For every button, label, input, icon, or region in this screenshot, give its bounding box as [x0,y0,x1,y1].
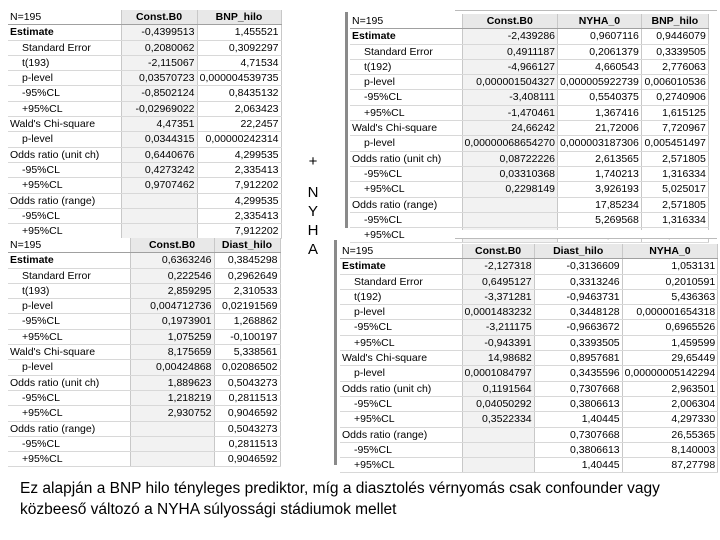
value-cell[interactable]: 0,3435596 [534,366,622,381]
header-row [8,238,280,253]
row-label[interactable]: -95%CL [350,166,462,181]
column-header[interactable]: BNP_hilo [197,10,281,25]
row-label[interactable]: -95%CL [340,320,462,335]
table-row [8,132,281,147]
value-cell[interactable] [462,442,534,457]
value-cell[interactable]: 1,455521 [197,25,281,40]
value-cell[interactable]: 0,000005922739 [558,75,642,90]
value-cell[interactable] [121,193,197,208]
value-cell[interactable] [130,436,214,451]
value-cell[interactable]: 0,3339505 [641,44,708,59]
table-row [8,406,280,421]
value-cell[interactable]: 4,71534 [197,55,281,70]
value-cell[interactable]: 0,7307668 [534,427,622,442]
table-row [350,182,708,197]
value-cell[interactable]: 0,6363246 [130,253,214,268]
value-cell[interactable]: 0,3313246 [534,274,622,289]
table-row [8,436,280,451]
table-row [8,147,281,162]
row-label[interactable]: Wald's Chi-square [350,121,462,136]
table-row [8,162,281,177]
row-label[interactable]: p-level [350,136,462,151]
table-row [8,208,281,223]
sample-size-label[interactable]: N=195 [340,244,462,259]
value-cell[interactable]: 0,3393505 [534,335,622,350]
table-row [8,25,281,40]
value-cell[interactable]: 2,930752 [130,406,214,421]
value-cell[interactable]: 0,000001654318 [622,305,718,320]
table-row [350,197,708,212]
row-label[interactable]: +95%CL [8,178,121,193]
value-cell[interactable]: 2,963501 [622,381,718,396]
row-label[interactable]: p-level [8,71,121,86]
side-letter: Y [307,203,318,220]
table-row [8,71,281,86]
value-cell[interactable]: 87,27798 [622,458,718,473]
table-row [8,299,280,314]
value-cell[interactable]: 0,2740906 [641,90,708,105]
value-cell[interactable]: 5,338561 [214,345,280,360]
table-row [350,59,708,74]
column-header[interactable]: Const.B0 [462,14,558,29]
value-cell[interactable]: 4,299535 [197,147,281,162]
value-cell[interactable]: 1,075259 [130,329,214,344]
row-label[interactable]: -95%CL [8,86,121,101]
value-cell[interactable]: 26,55365 [622,427,718,442]
row-label[interactable]: +95%CL [8,224,121,239]
table-row [350,136,708,151]
row-label[interactable]: p-level [340,305,462,320]
row-label[interactable]: p-level [340,366,462,381]
column-header[interactable]: Const.B0 [121,10,197,25]
value-cell[interactable]: -0,4399513 [121,25,197,40]
row-label[interactable]: +95%CL [350,105,462,120]
value-cell[interactable]: 1,889623 [130,375,214,390]
column-header[interactable]: BNP_hilo [641,14,708,29]
table-row [8,329,280,344]
row-label[interactable]: +95%CL [8,329,130,344]
row-label[interactable]: Odds ratio (range) [8,421,130,436]
value-cell[interactable]: 17,85234 [558,197,642,212]
value-cell[interactable]: 21,72006 [558,121,642,136]
value-cell[interactable]: 0,4911187 [462,44,558,59]
value-cell[interactable]: -4,966127 [462,59,558,74]
value-cell[interactable]: 0,5043273 [214,421,280,436]
table-row [8,40,281,55]
table-row [350,121,708,136]
value-cell[interactable]: 1,740213 [558,166,642,181]
value-cell[interactable]: 0,3806613 [534,442,622,457]
value-cell[interactable]: -0,3136609 [534,259,622,274]
value-cell[interactable]: 0,2061379 [558,44,642,59]
row-label[interactable]: +95%CL [340,458,462,473]
row-label[interactable]: -95%CL [8,436,130,451]
value-cell[interactable]: 2,335413 [197,208,281,223]
value-cell[interactable]: 0,3448128 [534,305,622,320]
table-row [340,274,718,289]
value-cell[interactable]: 4,297330 [622,412,718,427]
sheet-divider [345,12,348,228]
column-header[interactable]: Const.B0 [130,238,214,253]
value-cell[interactable]: 0,0001483232 [462,305,534,320]
row-label[interactable]: +95%CL [350,228,462,243]
table-row [8,283,280,298]
table-row [340,351,718,366]
table-row [340,381,718,396]
column-header[interactable]: NYHA_0 [558,14,642,29]
value-cell[interactable]: -2,127318 [462,259,534,274]
table-row [340,320,718,335]
value-cell[interactable]: 0,08722226 [462,151,558,166]
value-cell[interactable]: 1,615125 [641,105,708,120]
table-row [340,259,718,274]
value-cell[interactable]: 0,2298149 [462,182,558,197]
table-row [340,442,718,457]
results-table [340,244,718,473]
table-row [8,117,281,132]
value-cell[interactable]: 1,40445 [534,458,622,473]
table-row [8,86,281,101]
row-label[interactable]: +95%CL [340,335,462,350]
value-cell[interactable]: 22,2457 [197,117,281,132]
value-cell[interactable]: 0,00000068654270 [462,136,558,151]
sample-size-label[interactable]: N=195 [8,10,121,25]
value-cell[interactable]: 4,660543 [558,59,642,74]
table-row [340,366,718,381]
value-cell[interactable]: 0,3845298 [214,253,280,268]
table-row [340,305,718,320]
table-row [8,224,281,239]
value-cell[interactable]: 0,9707462 [121,178,197,193]
table-row [8,360,280,375]
value-cell[interactable]: 0,00000242314 [197,132,281,147]
value-cell[interactable]: 2,335413 [197,162,281,177]
value-cell[interactable]: -3,211175 [462,320,534,335]
table-row [8,193,281,208]
nyha-side-label [305,152,321,259]
column-header[interactable]: Diast_hilo [214,238,280,253]
table-row [8,178,281,193]
panel-bottom-left [8,238,281,467]
value-cell[interactable]: 0,0344315 [121,132,197,147]
value-cell[interactable]: 2,859295 [130,283,214,298]
value-cell[interactable]: 0,000001504327 [462,75,558,90]
value-cell[interactable]: -2,115067 [121,55,197,70]
value-cell[interactable]: 3,926193 [558,182,642,197]
row-label[interactable]: Wald's Chi-square [8,345,130,360]
value-cell[interactable] [462,427,534,442]
row-label[interactable]: +95%CL [8,101,121,116]
row-label[interactable]: Standard Error [350,44,462,59]
row-label[interactable]: Odds ratio (range) [8,193,121,208]
row-label[interactable]: p-level [8,360,130,375]
value-cell[interactable]: 0,6440676 [121,147,197,162]
value-cell[interactable]: 0,2080062 [121,40,197,55]
value-cell[interactable]: 0,000004539735 [197,71,281,86]
value-cell[interactable]: -0,100197 [214,329,280,344]
value-cell[interactable]: -0,9663672 [534,320,622,335]
results-table [8,238,281,467]
row-label[interactable]: Odds ratio (unit ch) [340,381,462,396]
row-label[interactable]: -95%CL [340,396,462,411]
table-row [340,458,718,473]
table-row [350,105,708,120]
table-row [350,212,708,227]
value-cell[interactable]: 0,03570723 [121,71,197,86]
value-cell[interactable]: 2,063423 [197,101,281,116]
table-row [350,90,708,105]
value-cell[interactable]: -0,8502124 [121,86,197,101]
table-row [340,412,718,427]
table-row [8,345,280,360]
value-cell[interactable]: 1,316334 [641,212,708,227]
row-label[interactable]: Standard Error [8,268,130,283]
side-letter: N [307,184,319,201]
sheet-title-strip [455,230,717,239]
value-cell[interactable]: -1,470461 [462,105,558,120]
table-row [350,44,708,59]
value-cell[interactable]: 0,8435132 [197,86,281,101]
value-cell[interactable]: -2,439286 [462,29,558,44]
row-label[interactable]: p-level [8,299,130,314]
value-cell[interactable]: 1,218219 [130,390,214,405]
row-label[interactable]: Wald's Chi-square [340,351,462,366]
value-cell[interactable] [121,208,197,223]
table-row [8,253,280,268]
row-label[interactable]: -95%CL [8,162,121,177]
value-cell[interactable]: 14,98682 [462,351,534,366]
row-label[interactable]: +95%CL [350,182,462,197]
value-cell[interactable]: 0,004712736 [130,299,214,314]
value-cell[interactable]: 0,7307668 [534,381,622,396]
table-row [350,151,708,166]
value-cell[interactable]: 8,140003 [622,442,718,457]
table-row [8,55,281,70]
table-row [340,289,718,304]
sample-size-label[interactable]: N=195 [8,238,130,253]
value-cell[interactable]: 0,2010591 [622,274,718,289]
row-label[interactable]: Estimate [8,25,121,40]
table-row [8,375,280,390]
value-cell[interactable]: 8,175659 [130,345,214,360]
value-cell[interactable]: 2,776063 [641,59,708,74]
table-row [340,427,718,442]
row-label[interactable]: t(193) [8,55,121,70]
value-cell[interactable]: 29,65449 [622,351,718,366]
value-cell[interactable]: 0,2962649 [214,268,280,283]
row-label[interactable]: Odds ratio (range) [340,427,462,442]
value-cell[interactable]: 0,006010536 [641,75,708,90]
value-cell[interactable]: -3,408111 [462,90,558,105]
panel-bottom-right [340,244,718,473]
row-label[interactable]: -95%CL [8,208,121,223]
value-cell[interactable]: -0,943391 [462,335,534,350]
value-cell[interactable]: 0,1191564 [462,381,534,396]
value-cell[interactable]: 0,9607116 [558,29,642,44]
table-row [8,452,280,467]
row-label[interactable]: Wald's Chi-square [8,117,121,132]
sheet-title-strip [455,2,717,11]
value-cell[interactable]: 0,0001084797 [462,366,534,381]
value-cell[interactable]: 0,03310368 [462,166,558,181]
value-cell[interactable]: 1,268862 [214,314,280,329]
row-label[interactable]: -95%CL [8,314,130,329]
value-cell[interactable]: 2,006304 [622,396,718,411]
value-cell[interactable]: 7,912202 [197,224,281,239]
value-cell[interactable]: 1,053131 [622,259,718,274]
value-cell[interactable]: 2,613565 [558,151,642,166]
row-label[interactable]: Standard Error [8,40,121,55]
table-row [8,421,280,436]
value-cell[interactable]: 5,436363 [622,289,718,304]
row-label[interactable]: p-level [8,132,121,147]
value-cell[interactable]: 0,00424868 [130,360,214,375]
value-cell[interactable]: -0,02969022 [121,101,197,116]
row-label[interactable]: p-level [350,75,462,90]
table-row [340,396,718,411]
value-cell[interactable]: 0,9046592 [214,452,280,467]
row-label[interactable]: +95%CL [8,406,130,421]
value-cell[interactable]: 0,1973901 [130,314,214,329]
value-cell[interactable]: 1,459599 [622,335,718,350]
value-cell[interactable]: 1,316334 [641,166,708,181]
conclusion-caption: Ez alapján a BNP hilo tényleges prediktor, míg a diasztolés vérnyomás csak confounder vagy közbeeső változó a NYHA súlyossági stádiumok mellet [20,480,660,518]
value-cell[interactable]: 0,6495127 [462,274,534,289]
value-cell[interactable]: 7,912202 [197,178,281,193]
row-label[interactable]: -95%CL [8,390,130,405]
value-cell[interactable]: 0,02086502 [214,360,280,375]
value-cell[interactable]: 0,5043273 [214,375,280,390]
value-cell[interactable]: 4,47351 [121,117,197,132]
row-label[interactable]: +95%CL [340,412,462,427]
table-row [8,390,280,405]
table-row [8,268,280,283]
row-label[interactable]: Odds ratio (range) [350,197,462,212]
value-cell[interactable]: 2,571805 [641,197,708,212]
value-cell[interactable]: 2,571805 [641,151,708,166]
row-label[interactable]: Estimate [350,29,462,44]
value-cell[interactable]: 24,66242 [462,121,558,136]
row-label[interactable]: -95%CL [350,90,462,105]
value-cell[interactable]: 2,310533 [214,283,280,298]
value-cell[interactable]: 0,00000005142294 [622,366,718,381]
value-cell[interactable]: 1,367416 [558,105,642,120]
header-row [340,244,718,259]
value-cell[interactable]: -3,371281 [462,289,534,304]
row-label[interactable]: Estimate [340,259,462,274]
row-label[interactable]: +95%CL [8,452,130,467]
results-table [350,14,709,243]
value-cell[interactable]: 0,000003187306 [558,136,642,151]
sheet-divider [334,240,337,465]
value-cell[interactable]: 0,3806613 [534,396,622,411]
value-cell[interactable]: 0,04050292 [462,396,534,411]
value-cell[interactable]: 0,222546 [130,268,214,283]
value-cell[interactable]: 0,2811513 [214,436,280,451]
value-cell[interactable] [130,421,214,436]
value-cell[interactable] [121,224,197,239]
table-row [340,335,718,350]
table-row [350,75,708,90]
value-cell[interactable]: -0,9463731 [534,289,622,304]
panel-top-left [8,10,282,239]
value-cell[interactable]: 1,40445 [534,412,622,427]
row-label[interactable]: Estimate [8,253,130,268]
row-label[interactable]: -95%CL [340,442,462,457]
value-cell[interactable]: 0,9446079 [641,29,708,44]
table-row [8,314,280,329]
row-label[interactable]: -95%CL [350,212,462,227]
row-label[interactable]: t(192) [350,59,462,74]
row-label[interactable]: t(193) [8,283,130,298]
value-cell[interactable]: 0,3522334 [462,412,534,427]
column-header[interactable]: Const.B0 [462,244,534,259]
value-cell[interactable]: 0,5540375 [558,90,642,105]
column-header[interactable]: NYHA_0 [622,244,718,259]
row-label[interactable]: Odds ratio (unit ch) [8,375,130,390]
value-cell[interactable] [462,197,558,212]
plus-sign: + [308,153,318,170]
value-cell[interactable] [462,212,558,227]
results-table [8,10,282,239]
table-row [350,166,708,181]
side-letter: A [307,241,318,258]
value-cell[interactable]: 5,269568 [558,212,642,227]
value-cell[interactable] [130,452,214,467]
value-cell[interactable]: 0,005451497 [641,136,708,151]
row-label[interactable]: Odds ratio (unit ch) [8,147,121,162]
row-label[interactable]: t(192) [340,289,462,304]
column-header[interactable]: Diast_hilo [534,244,622,259]
value-cell[interactable]: 0,3092297 [197,40,281,55]
value-cell[interactable]: 7,720967 [641,121,708,136]
sample-size-label[interactable]: N=195 [350,14,462,29]
table-row [8,101,281,116]
header-row [8,10,281,25]
value-cell[interactable]: 4,299535 [197,193,281,208]
value-cell[interactable]: 0,9046592 [214,406,280,421]
side-letter: H [307,222,319,239]
value-cell[interactable]: 0,4273242 [121,162,197,177]
value-cell[interactable]: 0,2811513 [214,390,280,405]
value-cell[interactable] [462,458,534,473]
value-cell[interactable]: 0,8957681 [534,351,622,366]
panel-top-right [350,14,709,243]
table-row [350,29,708,44]
header-row [350,14,708,29]
value-cell[interactable]: 0,02191569 [214,299,280,314]
value-cell[interactable]: 5,025017 [641,182,708,197]
row-label[interactable]: Standard Error [340,274,462,289]
value-cell[interactable]: 0,6965526 [622,320,718,335]
row-label[interactable]: Odds ratio (unit ch) [350,151,462,166]
